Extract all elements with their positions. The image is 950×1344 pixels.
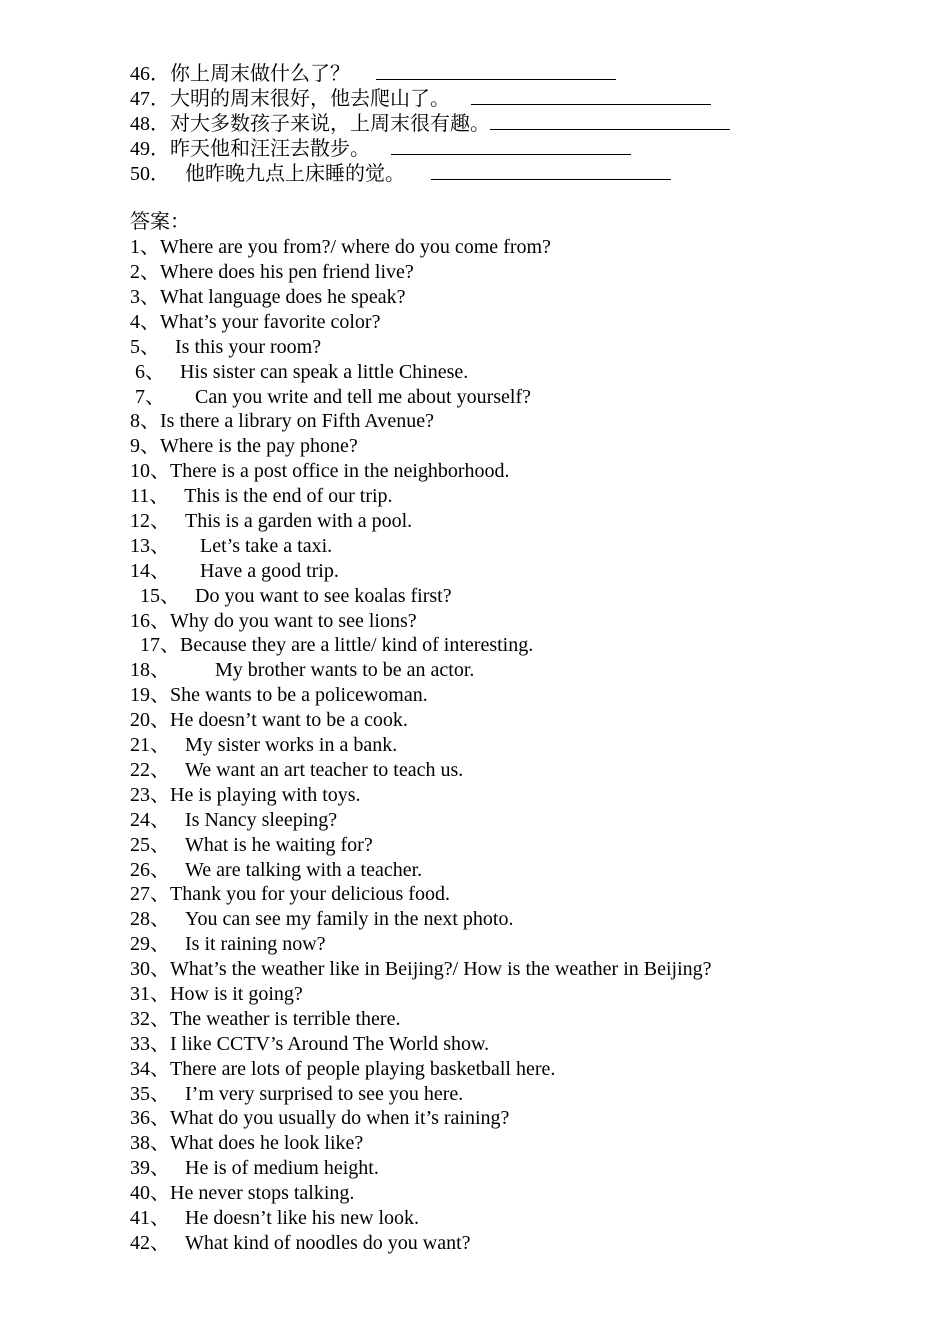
answer-item: 21、 My sister works in a bank. — [130, 734, 398, 757]
answer-item: 26、 We are talking with a teacher. — [130, 858, 423, 881]
question-48 — [130, 111, 920, 136]
answer-blank — [431, 161, 671, 180]
answer-item: 35、 I’m very surprised to see you here. — [130, 1082, 464, 1105]
spacer — [130, 185, 920, 210]
answer-blank — [471, 86, 711, 105]
answer-item: 23、He is playing with toys. — [130, 783, 361, 806]
answer-item: 9、Where is the pay phone? — [130, 435, 358, 458]
answer-item: 7、 Can you write and tell me about yourself? — [130, 385, 532, 408]
answer-item: 38、What does he look like? — [130, 1132, 364, 1155]
answer-item: 14、 Have a good trip. — [130, 559, 339, 582]
answer-item: 41、 He doesn’t like his new look. — [130, 1206, 420, 1229]
question-47 — [130, 86, 920, 111]
document-page — [130, 61, 920, 1256]
answer-item: 3、What language does he speak? — [130, 286, 406, 309]
answer-item: 32、The weather is terrible there. — [130, 1007, 401, 1030]
answer-item: 39、 He is of medium height. — [130, 1157, 379, 1180]
answer-item: 8、Is there a library on Fifth Avenue? — [130, 410, 434, 433]
question-text: 49．昨天他和汪汪去散步。 — [130, 137, 385, 160]
answer-item: 27、Thank you for your delicious food. — [130, 883, 450, 906]
answer-blank — [376, 61, 616, 80]
answer-item: 6、 His sister can speak a little Chinese. — [130, 360, 469, 383]
answer-item: 11、 This is the end of our trip. — [130, 485, 393, 508]
answer-item: 20、He doesn’t want to be a cook. — [130, 709, 408, 732]
answer-item: 33、I like CCTV’s Around The World show. — [130, 1032, 490, 1055]
answer-item: 19、She wants to be a policewoman. — [130, 684, 428, 707]
question-50 — [130, 161, 920, 186]
answer-item: 24、 Is Nancy sleeping? — [130, 808, 338, 831]
answer-item: 28、 You can see my family in the next photo. — [130, 908, 514, 931]
answers-heading: 答案： — [130, 211, 190, 234]
answer-item: 15、 Do you want to see koalas first? — [130, 584, 452, 607]
question-text: 50． 他昨晚九点上床睡的觉。 — [130, 162, 425, 185]
answer-item: 13、 Let’s take a taxi. — [130, 534, 333, 557]
question-text: 48．对大多数孩子来说，上周末很有趣。 — [130, 112, 490, 135]
question-text: 47．大明的周末很好，他去爬山了。 — [130, 87, 465, 110]
answer-blank — [490, 111, 730, 130]
answer-item: 1、Where are you from?/ where do you come from? — [130, 236, 551, 259]
question-text: 46．你上周末做什么了？ — [130, 63, 370, 85]
answer-item: 16、Why do you want to see lions? — [130, 609, 417, 632]
answer-item: 40、He never stops talking. — [130, 1182, 355, 1205]
answer-item: 34、There are lots of people playing basketball here. — [130, 1057, 556, 1080]
answer-item: 36、What do you usually do when it’s raining? — [130, 1107, 510, 1130]
answer-item: 42、 What kind of noodles do you want? — [130, 1231, 471, 1254]
answer-item: 12、 This is a garden with a pool. — [130, 510, 413, 533]
question-46 — [130, 61, 920, 86]
question-49 — [130, 136, 920, 161]
answer-item: 25、 What is he waiting for? — [130, 833, 373, 856]
answer-item: 4、What’s your favorite color? — [130, 310, 381, 333]
answer-item: 29、 Is it raining now? — [130, 933, 326, 956]
answer-item: 2、Where does his pen friend live? — [130, 261, 414, 284]
answer-item: 18、 My brother wants to be an actor. — [130, 659, 475, 682]
answer-item: 31、How is it going? — [130, 982, 303, 1005]
answer-item: 10、There is a post office in the neighborhood. — [130, 460, 510, 483]
answer-blank — [391, 136, 631, 155]
answers-list — [130, 235, 920, 1256]
answer-item: 17、Because they are a little/ kind of interesting. — [130, 634, 534, 657]
answer-item: 30、What’s the weather like in Beijing?/ How is the weather in Beijing? — [130, 958, 712, 981]
answer-item: 22、 We want an art teacher to teach us. — [130, 758, 464, 781]
answer-item: 5、 Is this your room? — [130, 335, 322, 358]
